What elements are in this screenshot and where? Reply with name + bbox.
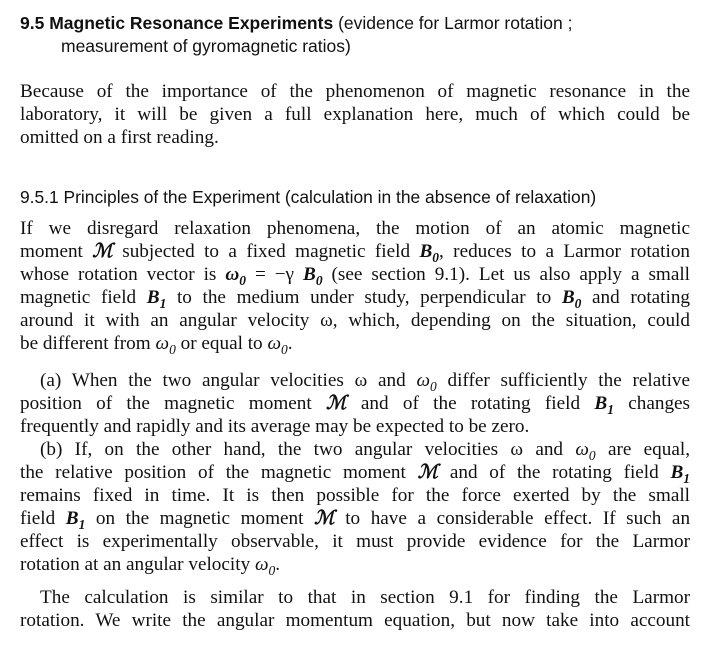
text-line: position of the magnetic moment ℳ and of the rotating field $B_1$ changes <box>20 393 691 417</box>
b1-symbol: $B_1$ <box>670 462 690 486</box>
intro-line: Because of the importance of the phenomenon of magnetic resonance in the <box>20 81 690 102</box>
text-line: frequently and rapidly and its average may be expected to be zero. <box>20 416 530 437</box>
text-line: be different from $\omega_0$ or equal to $\omega_0$. <box>20 333 293 357</box>
b1-symbol: $B_1$ <box>594 393 614 417</box>
section-heading <box>20 12 692 58</box>
intro-line: laboratory, it will be given a full explanation here, much of which could be <box>20 104 690 125</box>
text-line: magnetic field $B_1$ to the medium under study, perpendicular to $B_0$ and rotating <box>20 287 691 311</box>
section-title: Magnetic Resonance Experiments <box>49 13 334 33</box>
moment-symbol: ℳ <box>326 393 347 414</box>
b1-symbol: $B_1$ <box>146 287 167 311</box>
text-line: whose rotation vector is $\omega_0 = -\gamma$ $B_0$ (see section 9.1). Let us also apply a small <box>20 264 691 288</box>
subsection-title: Principles of the Experiment (calculation in the absence of relaxation) <box>63 187 597 207</box>
moment-symbol: ℳ <box>92 241 113 262</box>
text-line: The calculation is similar to that in section 9.1 for finding the Larmor <box>40 587 690 608</box>
text-line: If we disregard relaxation phenomena, the motion of an atomic magnetic <box>20 218 690 239</box>
intro-line: omitted on a first reading. <box>20 127 219 148</box>
paragraph-1 <box>20 217 690 355</box>
text-line: (b) If, on the other hand, the two angular velocities ω and $\omega_0$ are equal, <box>40 439 691 463</box>
text-line: rotation. We write the angular momentum equation, but now take into account <box>20 610 690 631</box>
text-line: (a) When the two angular velocities ω and $\omega_0$ differ sufficiently the relative <box>40 370 691 394</box>
b0-symbol: $B_0$ <box>561 287 582 311</box>
section-number: 9.5 <box>20 13 45 33</box>
subsection-number: 9.5.1 <box>20 187 59 207</box>
text-line: around it with an angular velocity ω, which, depending on the situation, could <box>20 310 690 331</box>
subsection-heading <box>20 186 692 209</box>
paragraph-b <box>20 438 690 576</box>
b0-symbol: $B_0$ <box>419 241 439 265</box>
paragraph-last <box>20 586 690 632</box>
text-line: the relative position of the magnetic moment ℳ and of the rotating field $B_1$ <box>20 462 690 486</box>
text-line: field $B_1$ on the magnetic moment ℳ to have a considerable effect. If such an <box>20 508 691 532</box>
moment-symbol: ℳ <box>314 508 335 529</box>
section-subtitle-2: measurement of gyromagnetic ratios) <box>61 36 351 56</box>
b0-symbol: $B_0$ <box>303 264 323 288</box>
equation-mid: = −γ <box>245 264 304 285</box>
b1-symbol: $B_1$ <box>65 508 86 532</box>
text-line: effect is experimentally observable, it must provide evidence for the Larmor <box>20 531 690 552</box>
moment-symbol: ℳ <box>417 462 439 483</box>
text-line: moment ℳ subjected to a fixed magnetic field $B_0$, reduces to a Larmor rotation <box>20 241 691 265</box>
text-line: rotation at an angular velocity $\omega_0$. <box>20 554 281 578</box>
text-line: remains fixed in time. It is then possible for the force exerted by the small <box>20 485 690 506</box>
omega0-vector: $\omega_0$ <box>225 264 246 288</box>
intro-paragraph <box>20 80 690 149</box>
paragraph-a <box>20 369 690 438</box>
section-subtitle-1: (evidence for Larmor rotation ; <box>338 13 573 33</box>
